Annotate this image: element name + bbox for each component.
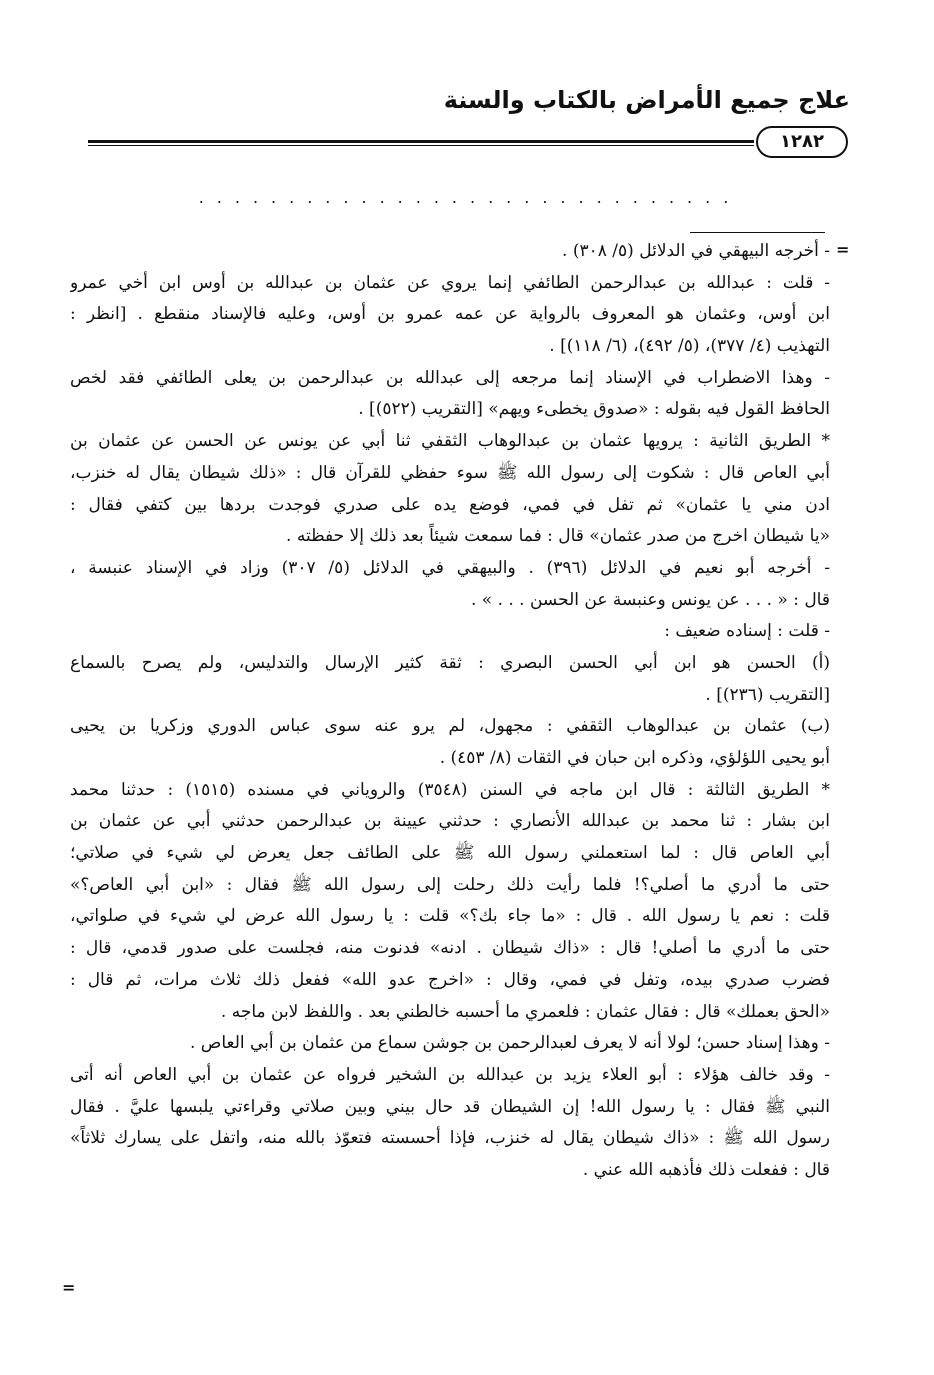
text-line: (أ) الحسن هو ابن أبي الحسن البصري : ثقة كثير الإرسال والتدليس، ولم يصرح بالسماع [70,652,830,673]
text-line: ابن أوس، وعثمان هو المعروف بالرواية عن عمه عمرو بن أوس، وعليه فالإسناد منقطع . [انظر : [70,304,830,325]
text-line: - وهذا الاضطراب في الإسناد إنما مرجعه إلى عبدالله بن عبدالرحمن بن يعلى الطائفي فقد لخص [70,367,830,388]
text-line: - قلت : عبدالله بن عبدالرحمن الطائفي إنما يروي عن عثمان بن عبدالله بن أوس ابن أخي عمرو [70,272,830,293]
text-line: ادن مني يا عثمان» ثم تفل في فمي، فوضع يده على صدري فوجدت بردها بين كتفي فقال : [70,494,830,515]
text-line: أبو يحيى اللؤلؤي، وذكره ابن حبان في الثقات (٨/ ٤٥٣) . [439,748,830,768]
running-header-title: علاج جميع الأمراض بالكتاب والسنة [443,86,850,114]
text-line: «يا شيطان اخرج من صدر عثمان» قال : فما سمعت شيئاً بعد ذلك إلا حفظته . [286,526,830,547]
text-line: - أخرجه البيهقي في الدلائل (٥/ ٣٠٨) . [562,241,830,261]
text-line: (ب) عثمان بن عبدالوهاب الثقفي : مجهول، لم يرو عنه سوى عباس الدوري وزكريا بن يحيى [70,716,830,737]
text-line: - وهذا إسناد حسن؛ لولا أنه لا يعرف لعبدالرحمن بن جوشن سماع من عثمان بن أبي العاص . [189,1033,830,1054]
text-line: - أخرجه أبو نعيم في الدلائل (٣٩٦) . والبيهقي في الدلائل (٥/ ٣٠٧) وزاد في الإسناد عنبسة ، [70,557,830,578]
header-rule-thin [88,145,754,146]
section-separator-dots: .............................. [198,188,742,207]
text-line: الحافظ القول فيه بقوله : «صدوق يخطىء ويهم» [التقريب (٥٢٢)] . [358,399,830,420]
continuation-mark-bottom: = [62,1278,76,1297]
text-line: ابن بشار : ثنا محمد بن عبدالله الأنصاري : حدثني عيينة بن عبدالرحمن حدثني أبي عن عثمان بن [70,811,830,832]
text-line: * الطريق الثالثة : قال ابن ماجه في السنن (٣٥٤٨) والروياني في مسنده (١٥١٥) : حدثنا محمد [70,779,830,800]
text-line: حتى ما أدري ما أصلي! قال : «ذاك شيطان . ادنه» فدنوت منه، فجلست على صدور قدمي، قال : [70,938,830,959]
text-line: «الحق بعملك» قال : فقال عثمان : فلعمري ما أحسبه خالطني بعد . واللفظ لابن ماجه . [220,1001,830,1022]
text-line: النبي ﷺ فقال : يا رسول الله! إن الشيطان قد حال بيني وبين صلاتي وقراءتي يلبسها عليَّ . فقال [70,1096,830,1117]
text-line: قلت : نعم يا رسول الله . قال : «ما جاء بك؟» قلت : يا رسول الله عرض لي شيء في صلواتي، [70,906,830,927]
continuation-mark-top: = [836,240,850,259]
text-line: [التقريب (٢٣٦)] . [705,684,830,705]
text-line: - وقد خالف هؤلاء : أبو العلاء يزيد بن عبدالله بن الشخير فرواه عن عثمان بن أبي العاص أنه أتى [70,1064,830,1085]
footnote-separator-rule [690,232,825,233]
text-line: - قلت : إسناده ضعيف : [664,621,830,642]
header-rule-thick [88,140,754,143]
text-line: فضرب صدري بيده، وتفل في فمي، وقال : «اخرج عدو الله» ففعل ذلك ثلاث مرات، ثم قال : [70,969,830,990]
page-number-badge: ١٢٨٢ [756,126,848,158]
text-line: قال : ففعلت ذلك فأذهبه الله عني . [582,1159,830,1180]
text-line: حتى ما أدري ما أصلي؟! فلما رأيت ذلك رحلت إلى رسول الله ﷺ فقال : «ابن أبي العاص؟» [70,874,830,895]
text-line: قال : « . . . عن يونس وعنبسة عن الحسن . . . » . [470,589,830,610]
text-line: أبي العاص قال : لما استعملني رسول الله ﷺ على الطائف جعل يعرض لي شيء في صلاتي؛ [70,843,830,864]
text-line: * الطريق الثانية : يرويها عثمان بن عبدالوهاب الثقفي ثنا أبي عن يونس عن الحسن عن عثمان بن [70,431,830,452]
text-line: أبي العاص قال : شكوت إلى رسول الله ﷺ سوء حفظي للقرآن قال : «ذلك شيطان يقال له خنزب، [70,462,830,483]
text-line: التهذيب (٤/ ٣٧٧)، (٥/ ٤٩٢)، (٦/ ١١٨)] . [549,336,830,357]
footnotes-body [70,236,830,1187]
text-line: رسول الله ﷺ : «ذاك شيطان يقال له خنزب، فإذا أحسسته فتعوّذ بالله منه، واتفل على يسارك ثلاثاً» [70,1128,830,1149]
